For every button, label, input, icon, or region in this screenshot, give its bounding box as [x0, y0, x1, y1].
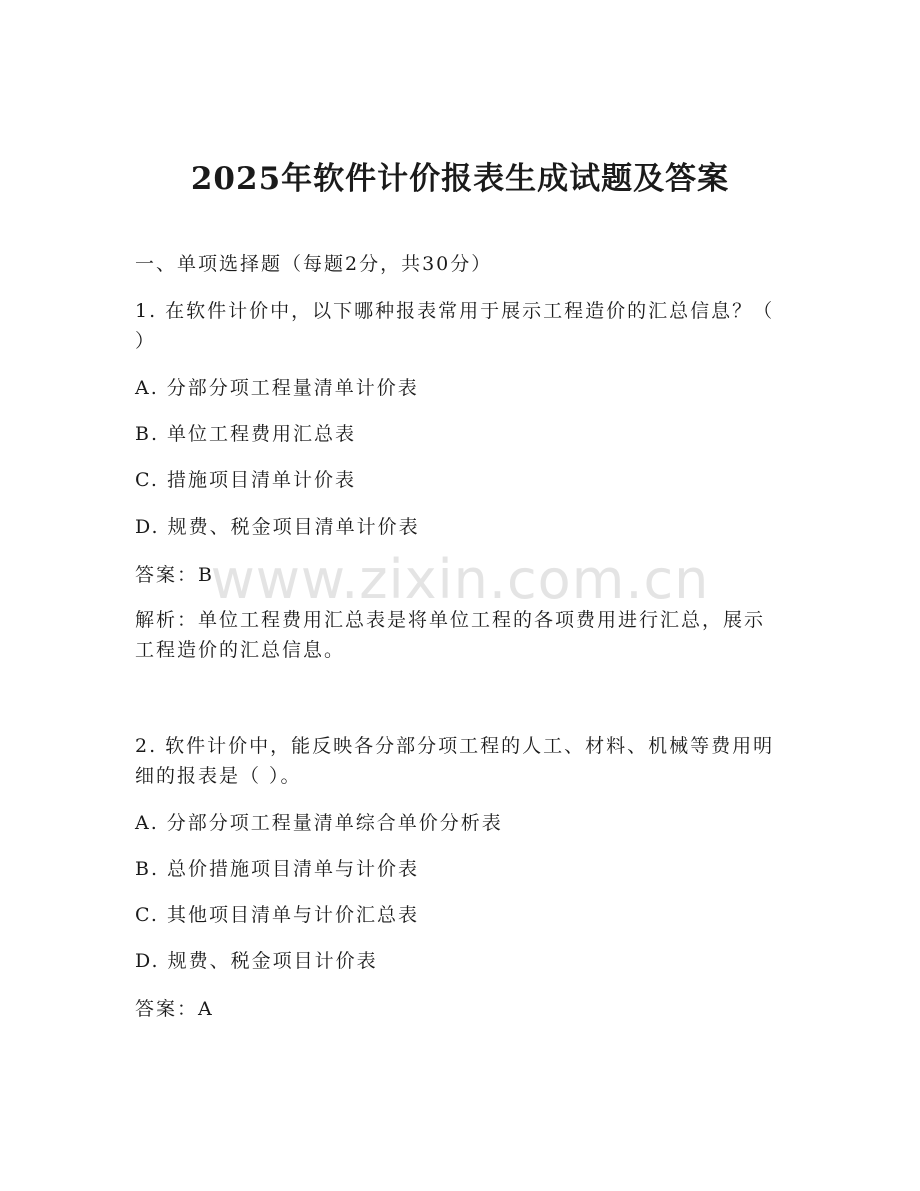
question-1-stem: 1. 在软件计价中，以下哪种报表常用于展示工程造价的汇总信息？（ ）: [135, 300, 775, 352]
question-2-option-c: C. 其他项目清单与计价汇总表: [135, 904, 419, 926]
question-1-option-c: C. 措施项目清单计价表: [135, 469, 356, 491]
question-1-answer: 答案：B: [135, 564, 214, 586]
question-1-option-b: B. 单位工程费用汇总表: [135, 423, 357, 445]
page-title: 2025年软件计价报表生成试题及答案: [190, 161, 730, 197]
question-1-option-d: D. 规费、税金项目清单计价表: [135, 516, 420, 538]
question-2-option-b: B. 总价措施项目清单与计价表: [135, 858, 420, 880]
section-heading: 一、单项选择题（每题2分，共30分）: [135, 253, 493, 275]
question-2-option-a: A. 分部分项工程量清单综合单价分析表: [135, 812, 503, 834]
watermark: www.zixin.com.cn: [210, 548, 710, 611]
question-2-answer: 答案：A: [135, 998, 214, 1020]
question-2-option-d: D. 规费、税金项目计价表: [135, 950, 378, 972]
question-1-analysis: 解析：单位工程费用汇总表是将单位工程的各项费用进行汇总，展示工程造价的汇总信息。: [135, 609, 766, 661]
question-2-stem: 2. 软件计价中，能反映各分部分项工程的人工、材料、机械等费用明细的报表是（ ）。: [135, 735, 775, 787]
question-1-option-a: A. 分部分项工程量清单计价表: [135, 377, 419, 399]
